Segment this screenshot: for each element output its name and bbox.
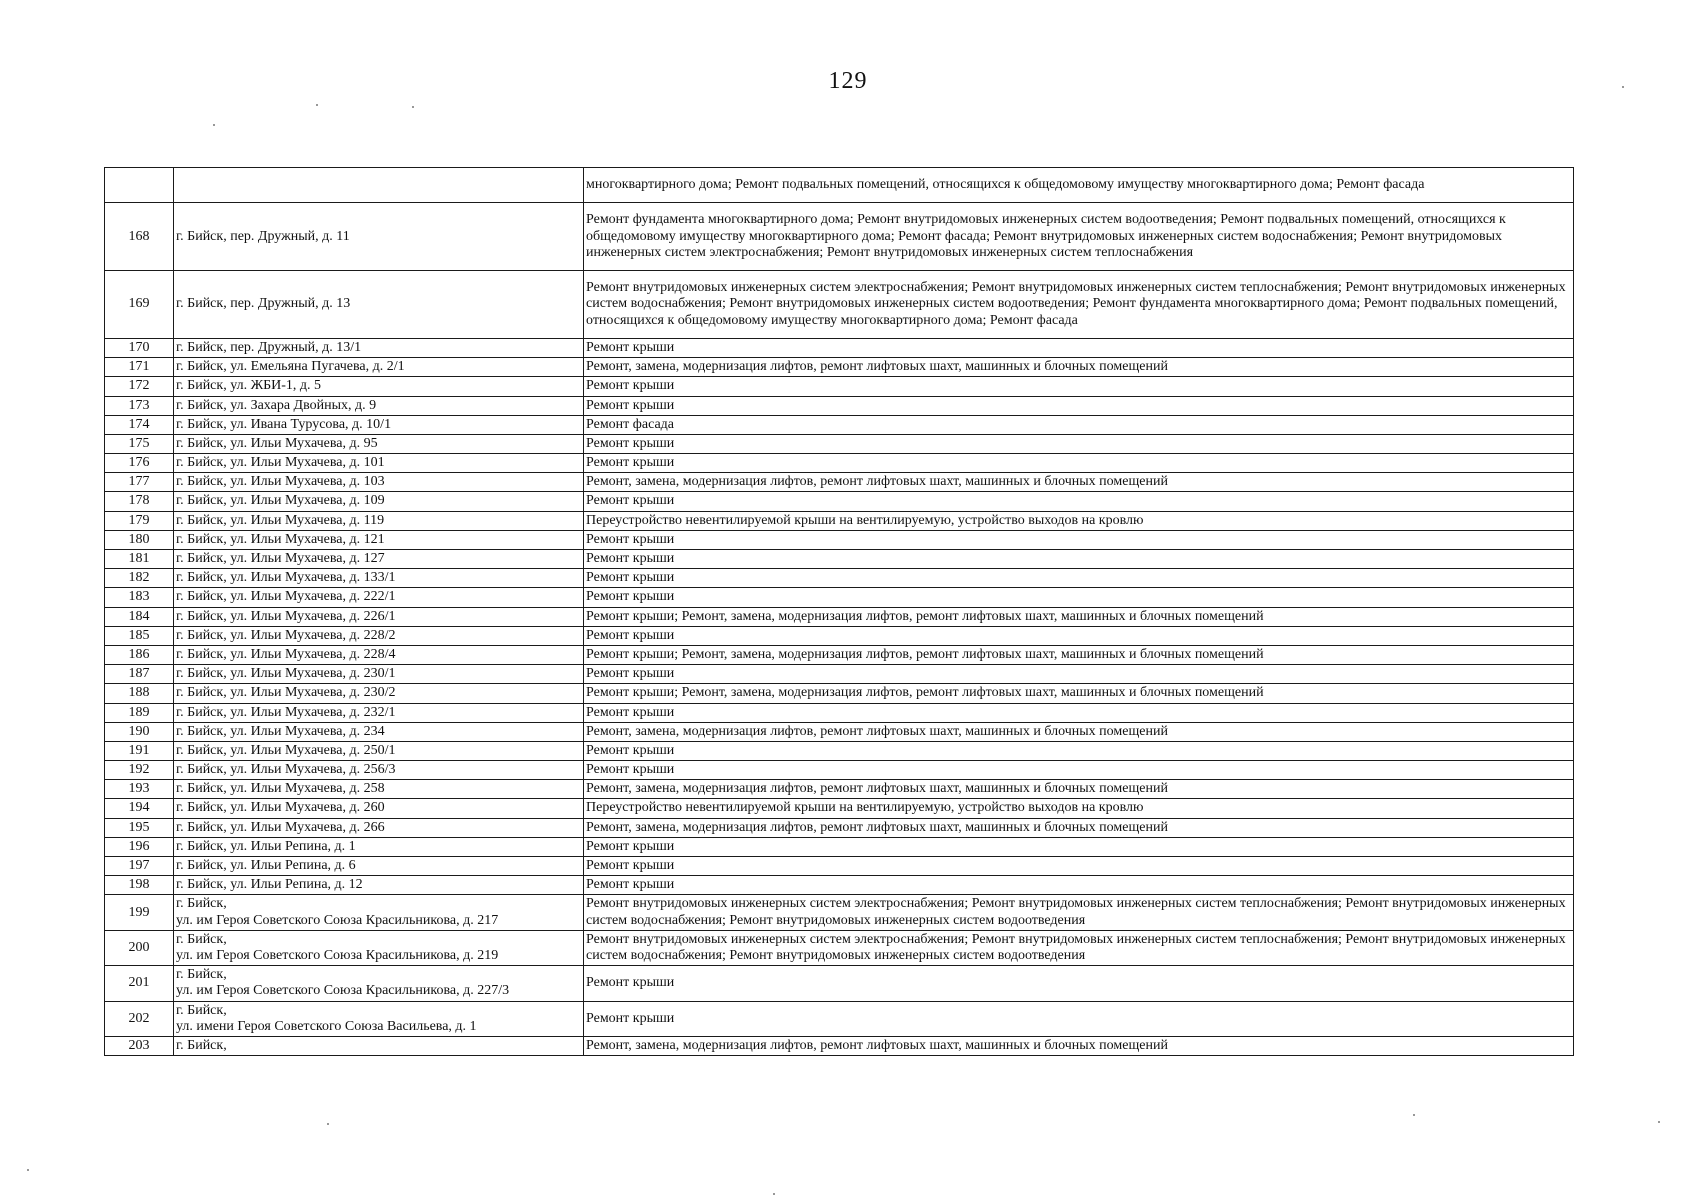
address-cell: г. Бийск, ул. Ильи Мухачева, д. 121	[174, 530, 584, 549]
address-cell: г. Бийск, ул. Ильи Мухачева, д. 222/1	[174, 588, 584, 607]
work-types-cell: Ремонт крыши	[584, 876, 1574, 895]
row-number-cell: 188	[105, 684, 174, 703]
table-row	[105, 434, 1574, 453]
work-types-cell: Переустройство невентилируемой крыши на вентилируемую, устройство выходов на кровлю	[584, 511, 1574, 530]
work-types-cell: Ремонт крыши; Ремонт, замена, модернизация лифтов, ремонт лифтовых шахт, машинных и блочных помещений	[584, 684, 1574, 703]
row-number-cell: 202	[105, 1001, 174, 1036]
address-cell: г. Бийск, ул. Ильи Мухачева, д. 228/2	[174, 626, 584, 645]
address-cell: г. Бийск, ул. Емельяна Пугачева, д. 2/1	[174, 358, 584, 377]
address-cell: г. Бийск, ул. Ильи Репина, д. 12	[174, 876, 584, 895]
address-cell: г. Бийск, пер. Дружный, д. 11	[174, 203, 584, 271]
address-cell: г. Бийск, ул. имени Героя Советского Союза Васильева, д. 1	[174, 1001, 584, 1036]
address-cell: г. Бийск, ул. Захара Двойных, д. 9	[174, 396, 584, 415]
row-number-cell: 192	[105, 761, 174, 780]
table-row	[105, 271, 1574, 339]
work-types-cell: Ремонт крыши	[584, 966, 1574, 1001]
row-number-cell: 168	[105, 203, 174, 271]
address-cell: г. Бийск, ул. Ильи Мухачева, д. 232/1	[174, 703, 584, 722]
table-row	[105, 837, 1574, 856]
table-row	[105, 511, 1574, 530]
table-row	[105, 473, 1574, 492]
row-number-cell	[105, 168, 174, 203]
table-row	[105, 665, 1574, 684]
address-cell	[174, 168, 584, 203]
row-number-cell: 193	[105, 780, 174, 799]
work-types-cell: Ремонт крыши; Ремонт, замена, модернизация лифтов, ремонт лифтовых шахт, машинных и блочных помещений	[584, 607, 1574, 626]
work-types-cell: Ремонт крыши	[584, 530, 1574, 549]
work-types-cell: Ремонт крыши	[584, 761, 1574, 780]
work-types-cell: Ремонт внутридомовых инженерных систем электроснабжения; Ремонт внутридомовых инженерных систем теплоснабжения; Ремонт внутридомовых инженерных систем водоснабжения; Ремонт внутридомовых инженерных систем водоотведения	[584, 895, 1574, 930]
table-row	[105, 454, 1574, 473]
work-types-cell: Ремонт крыши	[584, 741, 1574, 760]
address-cell: г. Бийск, ул. Ильи Мухачева, д. 250/1	[174, 741, 584, 760]
row-number-cell: 178	[105, 492, 174, 511]
work-types-cell: Ремонт, замена, модернизация лифтов, ремонт лифтовых шахт, машинных и блочных помещений	[584, 780, 1574, 799]
work-types-cell: Ремонт внутридомовых инженерных систем электроснабжения; Ремонт внутридомовых инженерных систем теплоснабжения; Ремонт внутридомовых инженерных систем водоснабжения; Ремонт внутридомовых инженерных систем водоотведения; Ремонт фундамента многоквартирного дома; Ремонт подвальных помещений, относящихся к общедомовому имуществу многоквартирного дома; Ремонт фасада	[584, 271, 1574, 339]
address-cell: г. Бийск, ул. Ильи Мухачева, д. 228/4	[174, 645, 584, 664]
row-number-cell: 182	[105, 569, 174, 588]
table-row	[105, 895, 1574, 930]
row-number-cell: 172	[105, 377, 174, 396]
scan-speck	[773, 1193, 775, 1195]
scan-speck	[27, 1169, 29, 1171]
repair-register-table	[104, 167, 1574, 1056]
row-number-cell: 197	[105, 857, 174, 876]
table-row	[105, 358, 1574, 377]
work-types-cell: Ремонт крыши	[584, 837, 1574, 856]
address-cell: г. Бийск, ул. Ильи Мухачева, д. 230/1	[174, 665, 584, 684]
row-number-cell: 174	[105, 415, 174, 434]
table-row	[105, 703, 1574, 722]
table-row	[105, 396, 1574, 415]
address-cell: г. Бийск, ул. Ильи Мухачева, д. 101	[174, 454, 584, 473]
table-row	[105, 1036, 1574, 1055]
address-cell: г. Бийск, ул. Ильи Мухачева, д. 234	[174, 722, 584, 741]
table-row	[105, 799, 1574, 818]
work-types-cell: Ремонт крыши	[584, 396, 1574, 415]
table-row	[105, 741, 1574, 760]
address-cell: г. Бийск, пер. Дружный, д. 13	[174, 271, 584, 339]
work-types-cell: Ремонт крыши	[584, 550, 1574, 569]
row-number-cell: 195	[105, 818, 174, 837]
address-cell: г. Бийск, ул. им Героя Советского Союза Красильникова, д. 217	[174, 895, 584, 930]
table-row	[105, 722, 1574, 741]
row-number-cell: 194	[105, 799, 174, 818]
row-number-cell: 203	[105, 1036, 174, 1055]
row-number-cell: 190	[105, 722, 174, 741]
table-body	[105, 168, 1574, 1056]
row-number-cell: 201	[105, 966, 174, 1001]
work-types-cell: Ремонт, замена, модернизация лифтов, ремонт лифтовых шахт, машинных и блочных помещений	[584, 358, 1574, 377]
row-number-cell: 187	[105, 665, 174, 684]
address-cell: г. Бийск, ул. Ильи Мухачева, д. 133/1	[174, 569, 584, 588]
table-row	[105, 780, 1574, 799]
table-row	[105, 415, 1574, 434]
scan-speck	[1413, 1114, 1415, 1116]
work-types-cell: Ремонт фасада	[584, 415, 1574, 434]
work-types-cell: Ремонт внутридомовых инженерных систем электроснабжения; Ремонт внутридомовых инженерных систем теплоснабжения; Ремонт внутридомовых инженерных систем водоснабжения; Ремонт внутридомовых инженерных систем водоотведения	[584, 930, 1574, 965]
work-types-cell: Ремонт, замена, модернизация лифтов, ремонт лифтовых шахт, машинных и блочных помещений	[584, 1036, 1574, 1055]
work-types-cell: Ремонт, замена, модернизация лифтов, ремонт лифтовых шахт, машинных и блочных помещений	[584, 722, 1574, 741]
row-number-cell: 198	[105, 876, 174, 895]
row-number-cell: 196	[105, 837, 174, 856]
row-number-cell: 191	[105, 741, 174, 760]
address-cell: г. Бийск, ул. Ильи Мухачева, д. 258	[174, 780, 584, 799]
table-row	[105, 930, 1574, 965]
table-row	[105, 761, 1574, 780]
work-types-cell: Ремонт крыши	[584, 665, 1574, 684]
table-row	[105, 645, 1574, 664]
row-number-cell: 171	[105, 358, 174, 377]
work-types-cell: Ремонт крыши	[584, 492, 1574, 511]
row-number-cell: 189	[105, 703, 174, 722]
address-cell: г. Бийск, ул. Ильи Мухачева, д. 266	[174, 818, 584, 837]
table-row	[105, 550, 1574, 569]
address-cell: г. Бийск, пер. Дружный, д. 13/1	[174, 338, 584, 357]
table-row	[105, 377, 1574, 396]
table-row	[105, 1001, 1574, 1036]
address-cell: г. Бийск, ул. им Героя Советского Союза Красильникова, д. 219	[174, 930, 584, 965]
address-cell: г. Бийск, ул. Ильи Репина, д. 1	[174, 837, 584, 856]
row-number-cell: 169	[105, 271, 174, 339]
table-row	[105, 876, 1574, 895]
work-types-cell: Ремонт крыши	[584, 703, 1574, 722]
row-number-cell: 183	[105, 588, 174, 607]
scan-speck	[1658, 1121, 1660, 1123]
table-row	[105, 966, 1574, 1001]
address-cell: г. Бийск, ул. Ильи Репина, д. 6	[174, 857, 584, 876]
address-cell: г. Бийск, ул. Ильи Мухачева, д. 119	[174, 511, 584, 530]
work-types-cell: Ремонт крыши	[584, 338, 1574, 357]
table-row	[105, 530, 1574, 549]
row-number-cell: 176	[105, 454, 174, 473]
row-number-cell: 199	[105, 895, 174, 930]
address-cell: г. Бийск, ул. Ильи Мухачева, д. 260	[174, 799, 584, 818]
work-types-cell: Ремонт, замена, модернизация лифтов, ремонт лифтовых шахт, машинных и блочных помещений	[584, 818, 1574, 837]
work-types-cell: Ремонт крыши	[584, 588, 1574, 607]
address-cell: г. Бийск,	[174, 1036, 584, 1055]
address-cell: г. Бийск, ул. Ильи Мухачева, д. 109	[174, 492, 584, 511]
table-row	[105, 338, 1574, 357]
row-number-cell: 184	[105, 607, 174, 626]
address-cell: г. Бийск, ул. Ильи Мухачева, д. 95	[174, 434, 584, 453]
scan-speck	[213, 124, 215, 126]
work-types-cell: Ремонт фундамента многоквартирного дома; Ремонт внутридомовых инженерных систем водоотведения; Ремонт подвальных помещений, относящихся к общедомовому имуществу многоквартирного дома; Ремонт фасада; Ремонт внутридомовых инженерных систем водоснабжения; Ремонт внутридомовых инженерных систем электроснабжения; Ремонт внутридомовых инженерных систем теплоснабжения	[584, 203, 1574, 271]
table-row	[105, 818, 1574, 837]
row-number-cell: 175	[105, 434, 174, 453]
address-cell: г. Бийск, ул. Ильи Мухачева, д. 256/3	[174, 761, 584, 780]
table-row	[105, 492, 1574, 511]
work-types-cell: Ремонт крыши	[584, 377, 1574, 396]
work-types-cell: Ремонт крыши	[584, 434, 1574, 453]
work-types-cell: Ремонт крыши	[584, 1001, 1574, 1036]
work-types-cell: Ремонт крыши	[584, 454, 1574, 473]
work-types-cell: Переустройство невентилируемой крыши на вентилируемую, устройство выходов на кровлю	[584, 799, 1574, 818]
work-types-cell: Ремонт крыши	[584, 626, 1574, 645]
table-row	[105, 857, 1574, 876]
address-cell: г. Бийск, ул. Ильи Мухачева, д. 226/1	[174, 607, 584, 626]
scan-speck	[412, 106, 414, 108]
row-number-cell: 186	[105, 645, 174, 664]
scan-speck	[327, 1123, 329, 1125]
table-row	[105, 626, 1574, 645]
row-number-cell: 177	[105, 473, 174, 492]
row-number-cell: 181	[105, 550, 174, 569]
address-cell: г. Бийск, ул. ЖБИ-1, д. 5	[174, 377, 584, 396]
table-row	[105, 588, 1574, 607]
row-number-cell: 180	[105, 530, 174, 549]
address-cell: г. Бийск, ул. им Героя Советского Союза Красильникова, д. 227/3	[174, 966, 584, 1001]
work-types-cell: Ремонт крыши	[584, 569, 1574, 588]
scan-speck	[1622, 86, 1624, 88]
row-number-cell: 200	[105, 930, 174, 965]
row-number-cell: 185	[105, 626, 174, 645]
row-number-cell: 170	[105, 338, 174, 357]
address-cell: г. Бийск, ул. Ильи Мухачева, д. 103	[174, 473, 584, 492]
table-row	[105, 684, 1574, 703]
work-types-cell: Ремонт, замена, модернизация лифтов, ремонт лифтовых шахт, машинных и блочных помещений	[584, 473, 1574, 492]
address-cell: г. Бийск, ул. Ильи Мухачева, д. 230/2	[174, 684, 584, 703]
page-number: 129	[828, 68, 868, 94]
work-types-cell: Ремонт крыши	[584, 857, 1574, 876]
table-row	[105, 569, 1574, 588]
scan-speck	[316, 104, 318, 106]
table-row	[105, 203, 1574, 271]
work-types-cell: многоквартирного дома; Ремонт подвальных помещений, относящихся к общедомовому имуществу многоквартирного дома; Ремонт фасада	[584, 168, 1574, 203]
table-row	[105, 168, 1574, 203]
address-cell: г. Бийск, ул. Ивана Турусова, д. 10/1	[174, 415, 584, 434]
work-types-cell: Ремонт крыши; Ремонт, замена, модернизация лифтов, ремонт лифтовых шахт, машинных и блочных помещений	[584, 645, 1574, 664]
row-number-cell: 173	[105, 396, 174, 415]
row-number-cell: 179	[105, 511, 174, 530]
table-row	[105, 607, 1574, 626]
address-cell: г. Бийск, ул. Ильи Мухачева, д. 127	[174, 550, 584, 569]
